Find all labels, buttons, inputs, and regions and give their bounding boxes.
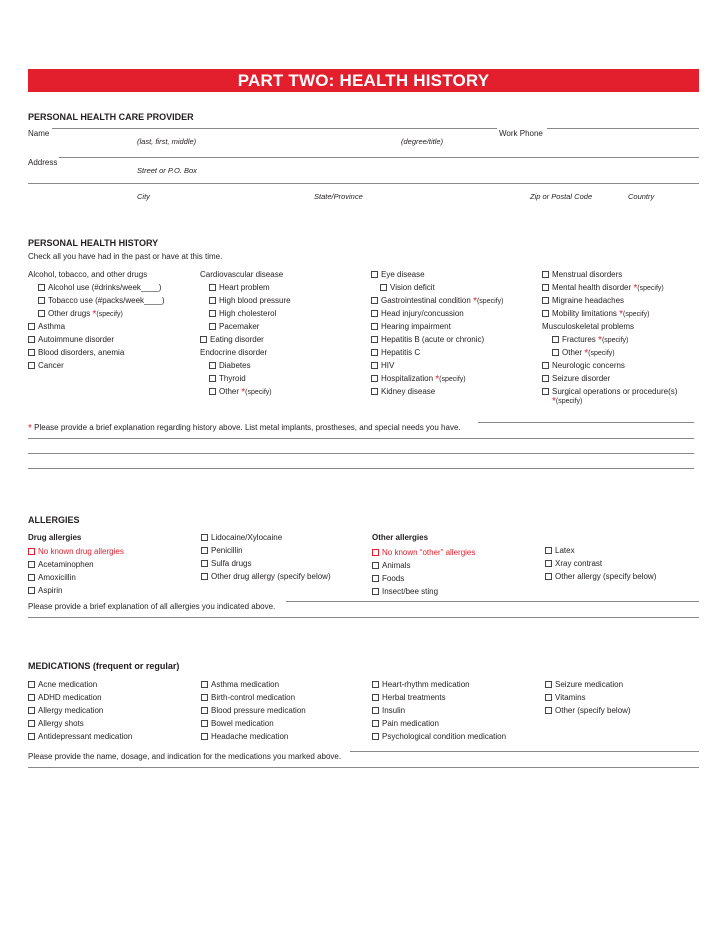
checkbox-herbal[interactable]: Herbal treatments [372, 693, 446, 703]
checkbox-vision[interactable]: Vision deficit [380, 283, 435, 293]
checkbox-sulfa[interactable]: Sulfa drugs [201, 559, 251, 569]
name-hint: (last, first, middle) [137, 137, 197, 146]
checkbox-icon [201, 720, 208, 727]
checkbox-alcohol[interactable]: Alcohol use (#drinks/week____) [38, 283, 161, 293]
checkbox-icon [28, 336, 35, 343]
checkbox-neuro[interactable]: Neurologic concerns [542, 361, 625, 371]
checkbox-icon [372, 733, 379, 740]
checkbox-icon [209, 284, 216, 291]
checkbox-icon [28, 349, 35, 356]
checkbox-icon [542, 284, 549, 291]
checkbox-pacemaker[interactable]: Pacemaker [209, 322, 259, 332]
checkbox-no-known-other[interactable]: No known “other” allergies [372, 548, 475, 558]
checkbox-icon [201, 707, 208, 714]
checkbox-heart-rhythm[interactable]: Heart-rhythm medication [372, 680, 470, 690]
checkbox-eye[interactable]: Eye disease [371, 270, 425, 280]
checkbox-icon [201, 534, 208, 541]
checkbox-high-chol[interactable]: High cholesterol [209, 309, 276, 319]
checkbox-asthma-med[interactable]: Asthma medication [201, 680, 279, 690]
checkbox-icon [542, 375, 549, 382]
asterisk-icon: * [584, 348, 589, 359]
asterisk-icon: * [241, 387, 246, 398]
checkbox-menstrual[interactable]: Menstrual disorders [542, 270, 622, 280]
checkbox-icon [28, 707, 35, 714]
checkbox-icon [542, 271, 549, 278]
history-explain-field-1[interactable] [480, 422, 692, 432]
checkbox-mobility[interactable]: Mobility limitations *(specify) [542, 309, 650, 320]
checkbox-autoimmune[interactable]: Autoimmune disorder [28, 335, 114, 345]
checkbox-lidocaine[interactable]: Lidocaine/Xylocaine [201, 533, 282, 543]
allergies-explain-field-1[interactable] [288, 601, 697, 611]
history-explain-field-4[interactable] [30, 468, 692, 478]
checkbox-icon [545, 707, 552, 714]
checkbox-thyroid[interactable]: Thyroid [209, 374, 246, 384]
degree-hint: (degree/title) [401, 137, 444, 146]
checkbox-icon [28, 362, 35, 369]
endocrine-header: Endocrine disorder [200, 348, 268, 357]
checkbox-icon [372, 575, 379, 582]
asterisk-icon: * [552, 396, 556, 407]
checkbox-hiv[interactable]: HIV [371, 361, 394, 371]
checkbox-headache[interactable]: Headache medication [201, 732, 288, 742]
checkbox-icon [201, 560, 208, 567]
checkbox-icon [371, 297, 378, 304]
other-allergies-header: Other allergies [372, 533, 429, 542]
checkbox-icon [209, 362, 216, 369]
checkbox-adhd[interactable]: ADHD medication [28, 693, 102, 703]
checkbox-tobacco[interactable]: Tobacco use (#packs/week____) [38, 296, 165, 306]
city-hint: City [137, 192, 150, 201]
asterisk-icon: * [633, 283, 638, 294]
checkbox-icon [372, 588, 379, 595]
checkbox-icon [28, 323, 35, 330]
work-phone-field[interactable] [549, 128, 697, 138]
checkbox-bp-med[interactable]: Blood pressure medication [201, 706, 306, 716]
checkbox-icon [371, 388, 378, 395]
checkbox-birth-control[interactable]: Birth-control medication [201, 693, 295, 703]
asterisk-icon: * [28, 423, 32, 434]
city-state-zip-field[interactable] [30, 183, 697, 193]
checkbox-icon [372, 562, 379, 569]
checkbox-icon [209, 375, 216, 382]
checkbox-xray[interactable]: Xray contrast [545, 559, 602, 569]
checkbox-mental[interactable]: Mental health disorder *(specify) [542, 283, 664, 294]
asterisk-icon: * [435, 374, 440, 385]
checkbox-no-known-drug[interactable]: No known drug allergies [28, 547, 124, 557]
checkbox-acetaminophen[interactable]: Acetaminophen [28, 560, 94, 570]
checkbox-gastro[interactable]: Gastrointestinal condition *(specify) [371, 296, 503, 307]
checkbox-icon [201, 694, 208, 701]
checkbox-icon [28, 694, 35, 701]
cardio-header: Cardiovascular disease [200, 270, 284, 279]
checkbox-musculo-other[interactable]: Other *(specify) [552, 348, 615, 359]
checkbox-psych[interactable]: Psychological condition medication [372, 732, 506, 742]
checkbox-hep-c[interactable]: Hepatitis C [371, 348, 420, 358]
checkbox-icon [545, 573, 552, 580]
checkbox-icon [545, 547, 552, 554]
checkbox-other-drug[interactable]: Other drug allergy (specify below) [201, 572, 331, 582]
medications-explain-field-2[interactable] [30, 767, 697, 777]
checkbox-amoxicillin[interactable]: Amoxicillin [28, 573, 76, 583]
checkbox-kidney[interactable]: Kidney disease [371, 387, 435, 397]
checkbox-other-drugs[interactable]: Other drugs *(specify) [38, 309, 123, 320]
checkbox-icon [542, 362, 549, 369]
checkbox-icon [372, 549, 379, 556]
checkbox-pain[interactable]: Pain medication [372, 719, 439, 729]
checkbox-hearing[interactable]: Hearing impairment [371, 322, 451, 332]
surgical-specify: *(specify) [552, 396, 583, 407]
checkbox-icon [542, 388, 549, 395]
checkbox-allergy-shots[interactable]: Allergy shots [28, 719, 84, 729]
checkbox-icon [38, 284, 45, 291]
checkbox-icon [28, 548, 35, 555]
history-explain-field-2[interactable] [30, 438, 692, 448]
checkbox-icon [28, 574, 35, 581]
checkbox-endocrine-other[interactable]: Other *(specify) [209, 387, 272, 398]
checkbox-icon [371, 375, 378, 382]
col1-header: Alcohol, tobacco, and other drugs [28, 270, 148, 279]
checkbox-icon [545, 694, 552, 701]
checkbox-latex[interactable]: Latex [545, 546, 575, 556]
checkbox-icon [371, 271, 378, 278]
checkbox-aspirin[interactable]: Aspirin [28, 586, 62, 596]
checkbox-icon [201, 733, 208, 740]
checkbox-penicillin[interactable]: Penicillin [201, 546, 243, 556]
checkbox-icon [542, 310, 549, 317]
name-label: Name [28, 129, 50, 138]
checkbox-icon [542, 297, 549, 304]
allergies-explain-field-2[interactable] [30, 617, 697, 627]
medications-explain: Please provide the name, dosage, and indication for the medications you marked above. [28, 752, 342, 761]
checkbox-icon [201, 681, 208, 688]
checkbox-surgical[interactable]: Surgical operations or procedure(s) [542, 387, 677, 397]
checkbox-icon [209, 310, 216, 317]
zip-hint: Zip or Postal Code [530, 192, 593, 201]
checkbox-bowel[interactable]: Bowel medication [201, 719, 274, 729]
checkbox-seizure-med[interactable]: Seizure medication [545, 680, 623, 690]
checkbox-hep-b[interactable]: Hepatitis B (acute or chronic) [371, 335, 484, 345]
checkbox-icon [201, 547, 208, 554]
checkbox-antidepressant[interactable]: Antidepressant medication [28, 732, 132, 742]
work-phone-label: Work Phone [499, 129, 543, 138]
checkbox-icon [209, 388, 216, 395]
checkbox-icon [371, 323, 378, 330]
history-explain: * Please provide a brief explanation regarding history above. List metal implants, prostheses, and special needs you have. [28, 423, 461, 434]
checkbox-head-injury[interactable]: Head injury/concussion [371, 309, 464, 319]
checkbox-icon [380, 284, 387, 291]
checkbox-allergy-med[interactable]: Allergy medication [28, 706, 103, 716]
checkbox-icon [552, 336, 559, 343]
history-explain-field-3[interactable] [30, 453, 692, 463]
checkbox-asthma[interactable]: Asthma [28, 322, 65, 332]
checkbox-icon [28, 733, 35, 740]
checkbox-icon [28, 720, 35, 727]
checkbox-insect[interactable]: Insect/bee sting [372, 587, 438, 597]
checkbox-hospitalization[interactable]: Hospitalization *(specify) [371, 374, 466, 385]
checkbox-icon [552, 349, 559, 356]
checkbox-icon [371, 349, 378, 356]
checkbox-icon [371, 310, 378, 317]
asterisk-icon: * [619, 309, 624, 320]
checkbox-eating[interactable]: Eating disorder [200, 335, 264, 345]
checkbox-diabetes[interactable]: Diabetes [209, 361, 251, 371]
history-heading: PERSONAL HEALTH HISTORY [28, 238, 159, 248]
checkbox-icon [371, 362, 378, 369]
checkbox-icon [28, 561, 35, 568]
provider-heading: PERSONAL HEALTH CARE PROVIDER [28, 112, 194, 122]
checkbox-icon [209, 297, 216, 304]
checkbox-other-allergy[interactable]: Other allergy (specify below) [545, 572, 656, 582]
checkbox-seizure[interactable]: Seizure disorder [542, 374, 610, 384]
checkbox-icon [372, 694, 379, 701]
checkbox-fractures[interactable]: Fractures *(specify) [552, 335, 628, 346]
checkbox-icon [545, 681, 552, 688]
checkbox-icon [545, 560, 552, 567]
checkbox-acne[interactable]: Acne medication [28, 680, 97, 690]
checkbox-icon [209, 323, 216, 330]
checkbox-icon [38, 297, 45, 304]
medications-explain-field-1[interactable] [352, 751, 697, 761]
checkbox-cancer[interactable]: Cancer [28, 361, 64, 371]
checkbox-other-med[interactable]: Other (specify below) [545, 706, 631, 716]
checkbox-icon [372, 720, 379, 727]
checkbox-icon [38, 310, 45, 317]
asterisk-icon: * [92, 309, 97, 320]
allergies-heading: ALLERGIES [28, 515, 80, 525]
country-hint: Country [628, 192, 655, 201]
checkbox-icon [200, 336, 207, 343]
checkbox-blood[interactable]: Blood disorders, anemia [28, 348, 124, 358]
street-hint: Street or P.O. Box [137, 166, 197, 175]
checkbox-animals[interactable]: Animals [372, 561, 410, 571]
checkbox-high-bp[interactable]: High blood pressure [209, 296, 291, 306]
address-label: Address [28, 158, 58, 167]
asterisk-icon: * [598, 335, 602, 346]
page-title: PART TWO: HEALTH HISTORY [28, 69, 699, 92]
checkbox-icon [371, 336, 378, 343]
checkbox-foods[interactable]: Foods [372, 574, 404, 584]
drug-allergies-header: Drug allergies [28, 533, 82, 542]
checkbox-vitamins[interactable]: Vitamins [545, 693, 586, 703]
checkbox-insulin[interactable]: Insulin [372, 706, 405, 716]
checkbox-icon [372, 707, 379, 714]
asterisk-icon: * [473, 296, 477, 307]
allergies-explain: Please provide a brief explanation of all allergies you indicated above. [28, 602, 276, 611]
musculo-header: Musculoskeletal problems [542, 322, 635, 331]
checkbox-icon [372, 681, 379, 688]
checkbox-icon [28, 681, 35, 688]
checkbox-migraine[interactable]: Migraine headaches [542, 296, 624, 306]
checkbox-icon [201, 573, 208, 580]
checkbox-icon [28, 587, 35, 594]
checkbox-heart-problem[interactable]: Heart problem [209, 283, 270, 293]
state-hint: State/Province [314, 192, 363, 201]
medications-heading: MEDICATIONS (frequent or regular) [28, 661, 180, 671]
history-instruction: Check all you have had in the past or have at this time. [28, 252, 223, 261]
